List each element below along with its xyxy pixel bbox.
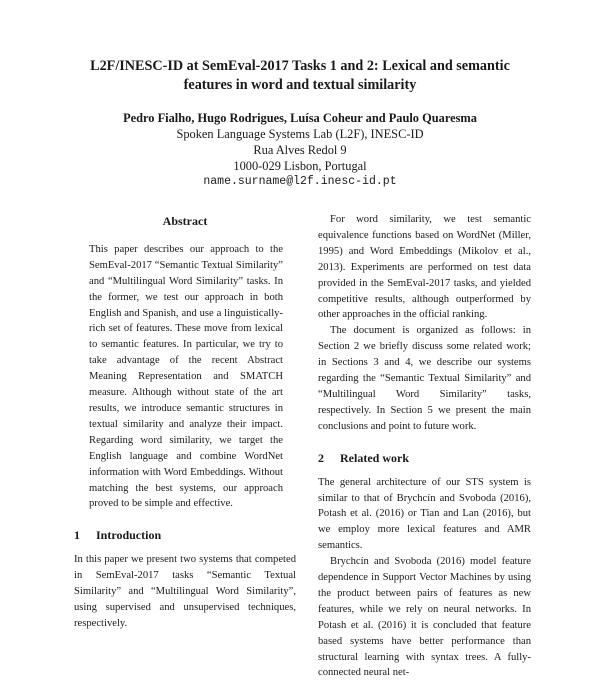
intro-paragraph-2: For word similarity, we test semantic equivalence functions based on WordNet (Miller, 1995) and Word Embeddings (Mikolov et al., 2013). Experiments are performed on test data provided in the SemEval-2017 tasks, and yielded competitive results, although outperformed by other approaches in the official ranking. [318,214,531,321]
section-1-number: 1 [74,528,80,543]
related-paragraph-2: Brychcín and Svoboda (2016) model feature dependence in Support Vector Machines by using the product between pairs of features as new features, while we rely on neural networks. In Potash et al. (2016) it is concluded that feature based systems have better performance than structural learning with syntax trees. A fully-connected neural net- [318,556,531,679]
author-names: Pedro Fialho, Hugo Rodrigues, Luísa Coheur and Paulo Quaresma [123,111,477,125]
paper-title [60,57,540,95]
affiliation: Spoken Language Systems Lab (L2F), INESC-ID [176,127,424,141]
intro-paragraph-3: The document is organized as follows: in Section 2 we briefly discuss some related work; in Sections 3 and 4, we describe our systems regarding the “Semantic Textual Similarity” and “Multilingual Word Similarity” tasks, respectively. In Section 5 we present the main conclusions and point to future work. [318,325,531,432]
abstract-heading: Abstract [162,214,208,228]
intro-paragraph-1: In this paper we present two systems that competed in SemEval-2017 tasks “Semantic Textual Similarity” and “Multilingual Word Similarity”, using supervised and unsupervised techniques, respectively. [74,554,296,629]
address-line-2: 1000-029 Lisbon, Portugal [233,159,367,173]
section-1-title: Introduction [96,528,162,543]
author-email: name.surname@l2f.inesc-id.pt [203,175,397,188]
title-line-2: features in word and textual similarity [183,77,417,93]
title-line-1: L2F/INESC-ID at SemEval-2017 Tasks 1 and 2: Lexical and semantic [90,58,510,74]
section-1-heading [74,528,296,544]
section-2-heading [318,451,531,467]
related-paragraph-1: The general architecture of our STS system is similar to that of Brychcín and Svoboda (2016), Potash et al. (2016) or Tian and Lan (2016), but we employ more lexical features and AMR semantics. [318,476,531,552]
right-column [318,212,531,681]
section-2-number: 2 [318,450,324,465]
section-2-title: Related work [340,450,409,465]
left-column [74,214,296,632]
abstract-text: This paper describes our approach to the SemEval-2017 “Semantic Textual Similarity” and “Multilingual Word Similarity” tasks. In the former, we test our approach in both English and Spanish, and use a linguistically-rich set of features. These move from lexical to semantic features. In particular, we try to take advantage of the recent Abstract Meaning Representation and SMATCH measure. Although without state of the art results, we introduce semantic structures in textual similarity and analyze their impact. Regarding word similarity, we target the English language and combine WordNet information with Word Embeddings. Without matching the best systems, our approach proved to be simple and effective. [89,243,283,510]
author-block [60,110,540,190]
address-line-1: Rua Alves Redol 9 [253,143,347,157]
